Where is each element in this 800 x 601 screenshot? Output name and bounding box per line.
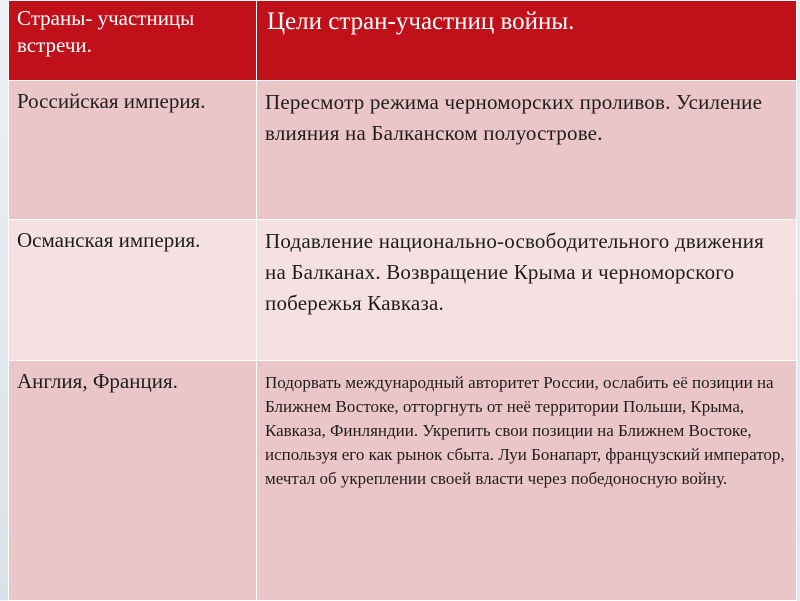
table-header-row bbox=[9, 1, 797, 81]
slide-background-stripe bbox=[0, 0, 8, 600]
country-cell: Англия, Франция. bbox=[9, 361, 257, 601]
country-cell: Российская империя. bbox=[9, 81, 257, 220]
countries-goals-table bbox=[8, 0, 797, 601]
goal-cell: Пересмотр режима черноморских проливов. Усиление влияния на Балканском полуострове. bbox=[257, 81, 797, 220]
header-countries: Страны- участницы встречи. bbox=[9, 1, 257, 81]
goal-cell: Подавление национально-освободительного движения на Балканах. Возвращение Крыма и черноморского побережья Кавказа. bbox=[257, 220, 797, 361]
table-row bbox=[9, 81, 797, 220]
header-goals: Цели стран-участниц войны. bbox=[257, 1, 797, 81]
table-row bbox=[9, 361, 797, 601]
table-row bbox=[9, 220, 797, 361]
goal-cell: Подорвать международный авторитет России, ослабить её позиции на Ближнем Востоке, отторгнуть от неё территории Польши, Крыма, Кавказа, Финляндии. Укрепить свои позиции на Ближнем Востоке, используя его как рынок сбыта. Луи Бонапарт, французский император, мечтал об укреплении своей власти через победоносную войну. bbox=[257, 361, 797, 601]
country-cell: Османская империя. bbox=[9, 220, 257, 361]
